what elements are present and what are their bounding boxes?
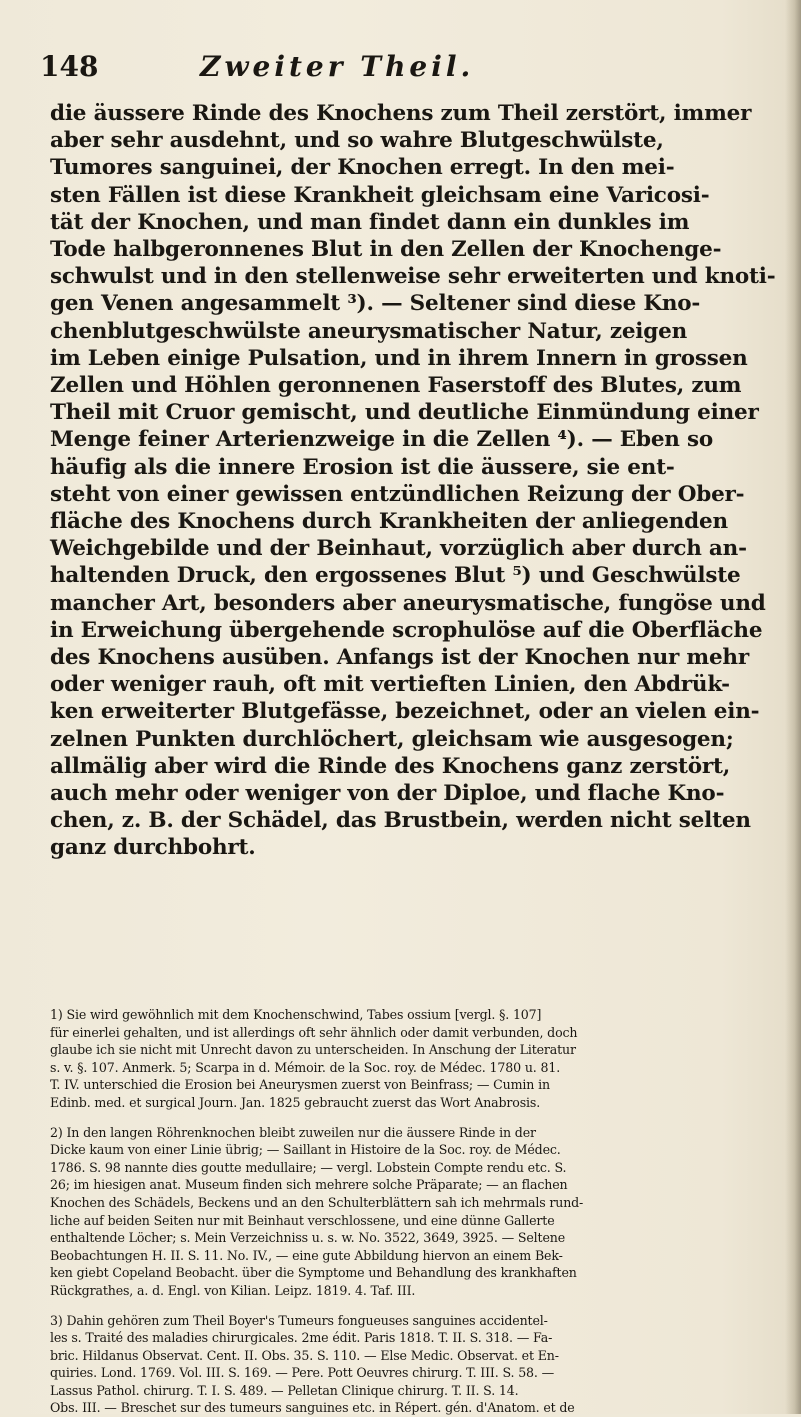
main-text	[50, 100, 780, 862]
footnotes	[50, 1006, 780, 1417]
text-line: fläche des Knochens durch Krankheiten der anliegenden	[50, 508, 780, 535]
footnote-line: glaube ich sie nicht mit Unrecht davon zu unterscheiden. In Anschung der Literatur	[50, 1041, 780, 1059]
footnote-3	[50, 1312, 780, 1417]
text-line: häufig als die innere Erosion ist die äussere, sie ent-	[50, 454, 780, 481]
text-line: chen, z. B. der Schädel, das Brustbein, werden nicht selten	[50, 807, 780, 834]
footnote-line: für einerlei gehalten, und ist allerdings oft sehr ähnlich oder damit verbunden, doch	[50, 1024, 780, 1042]
text-line: steht von einer gewissen entzündlichen Reizung der Ober-	[50, 481, 780, 508]
text-line: Menge feiner Arterienzweige in die Zellen ⁴). — Eben so	[50, 426, 780, 453]
text-line: ken erweiterter Blutgefässe, bezeichnet, oder an vielen ein-	[50, 698, 780, 725]
text-line: auch mehr oder weniger von der Diploe, und flache Kno-	[50, 780, 780, 807]
text-line: in Erweichung übergehende scrophulöse auf die Oberfläche	[50, 617, 780, 644]
text-line: mancher Art, besonders aber aneurysmatische, fungöse und	[50, 590, 780, 617]
footnote-line: 1) Sie wird gewöhnlich mit dem Knochenschwind, Tabes ossium [vergl. §. 107]	[50, 1006, 780, 1024]
text-line: Weichgebilde und der Beinhaut, vorzüglich aber durch an-	[50, 535, 780, 562]
page-number: 148	[40, 50, 98, 83]
running-head: Zweiter Theil.	[200, 50, 474, 83]
page-spine-shadow	[785, 0, 801, 1414]
footnote-line: 1786. S. 98 nannte dies goutte medullaire; — vergl. Lobstein Compte rendu etc. S.	[50, 1159, 780, 1177]
text-line: allmälig aber wird die Rinde des Knochens ganz zerstört,	[50, 753, 780, 780]
footnote-1	[50, 1006, 780, 1112]
footnote-spacer	[50, 1300, 780, 1312]
text-line: sten Fällen ist diese Krankheit gleichsam eine Varicosi-	[50, 182, 780, 209]
footnote-line: Lassus Pathol. chirurg. T. I. S. 489. — Pelletan Clinique chirurg. T. II. S. 14.	[50, 1382, 780, 1400]
footnote-line: Rückgrathes, a. d. Engl. von Kilian. Leipz. 1819. 4. Taf. III.	[50, 1282, 780, 1300]
text-line: ganz durchbohrt.	[50, 834, 780, 861]
footnote-line: Knochen des Schädels, Beckens und an den Schulterblättern sah ich mehrmals rund-	[50, 1194, 780, 1212]
text-line: haltenden Druck, den ergossenes Blut ⁵) und Geschwülste	[50, 562, 780, 589]
footnote-line: quiries. Lond. 1769. Vol. III. S. 169. — Pere. Pott Oeuvres chirurg. T. III. S. 58. —	[50, 1364, 780, 1382]
footnote-line: 2) In den langen Röhrenknochen bleibt zuweilen nur die äussere Rinde in der	[50, 1124, 780, 1142]
text-line: schwulst und in den stellenweise sehr erweiterten und knoti-	[50, 263, 780, 290]
footnote-line: enthaltende Löcher; s. Mein Verzeichniss u. s. w. No. 3522, 3649, 3925. — Seltene	[50, 1229, 780, 1247]
page-header	[40, 50, 740, 90]
footnote-line: T. IV. unterschied die Erosion bei Aneurysmen zuerst von Beinfrass; — Cumin in	[50, 1076, 780, 1094]
text-line: gen Venen angesammelt ³). — Seltener sind diese Kno-	[50, 290, 780, 317]
text-line: Tode halbgeronnenes Blut in den Zellen der Knochenge-	[50, 236, 780, 263]
text-line: tät der Knochen, und man findet dann ein dunkles im	[50, 209, 780, 236]
footnote-line: Dicke kaum von einer Linie übrig; — Saillant in Histoire de la Soc. roy. de Médec.	[50, 1141, 780, 1159]
footnote-line: s. v. §. 107. Anmerk. 5; Scarpa in d. Mémoir. de la Soc. roy. de Médec. 1780 u. 81.	[50, 1059, 780, 1077]
footnote-line: liche auf beiden Seiten nur mit Beinhaut verschlossene, und eine dünne Gallerte	[50, 1212, 780, 1230]
text-line: zelnen Punkten durchlöchert, gleichsam wie ausgesogen;	[50, 726, 780, 753]
text-line: Theil mit Cruor gemischt, und deutliche Einmündung einer	[50, 399, 780, 426]
text-line: Tumores sanguinei, der Knochen erregt. In den mei-	[50, 154, 780, 181]
text-line: oder weniger rauh, oft mit vertieften Linien, den Abdrük-	[50, 671, 780, 698]
footnote-line: Obs. III. — Breschet sur des tumeurs sanguines etc. in Répert. gén. d'Anatom. et de	[50, 1399, 780, 1417]
footnote-line: les s. Traité des maladies chirurgicales. 2me édit. Paris 1818. T. II. S. 318. — Fa-	[50, 1329, 780, 1347]
text-line: im Leben einige Pulsation, und in ihrem Innern in grossen	[50, 345, 780, 372]
footnote-line: Beobachtungen H. II. S. 11. No. IV., — eine gute Abbildung hiervon an einem Bek-	[50, 1247, 780, 1265]
text-line: Zellen und Höhlen geronnenen Faserstoff des Blutes, zum	[50, 372, 780, 399]
footnote-line: 3) Dahin gehören zum Theil Boyer's Tumeurs fongueuses sanguines accidentel-	[50, 1312, 780, 1330]
text-line: die äussere Rinde des Knochens zum Theil zerstört, immer	[50, 100, 780, 127]
footnote-line: 26; im hiesigen anat. Museum finden sich mehrere solche Präparate; — an flachen	[50, 1176, 780, 1194]
text-line: des Knochens ausüben. Anfangs ist der Knochen nur mehr	[50, 644, 780, 671]
footnote-line: ken giebt Copeland Beobacht. über die Symptome und Behandlung des krankhaften	[50, 1264, 780, 1282]
footnote-line: Edinb. med. et surgical Journ. Jan. 1825 gebraucht zuerst das Wort Anabrosis.	[50, 1094, 780, 1112]
footnote-line: bric. Hildanus Observat. Cent. II. Obs. 35. S. 110. — Else Medic. Observat. et En-	[50, 1347, 780, 1365]
text-line: chenblutgeschwülste aneurysmatischer Natur, zeigen	[50, 318, 780, 345]
footnote-spacer	[50, 1112, 780, 1124]
footnote-2	[50, 1124, 780, 1300]
text-line: aber sehr ausdehnt, und so wahre Blutgeschwülste,	[50, 127, 780, 154]
